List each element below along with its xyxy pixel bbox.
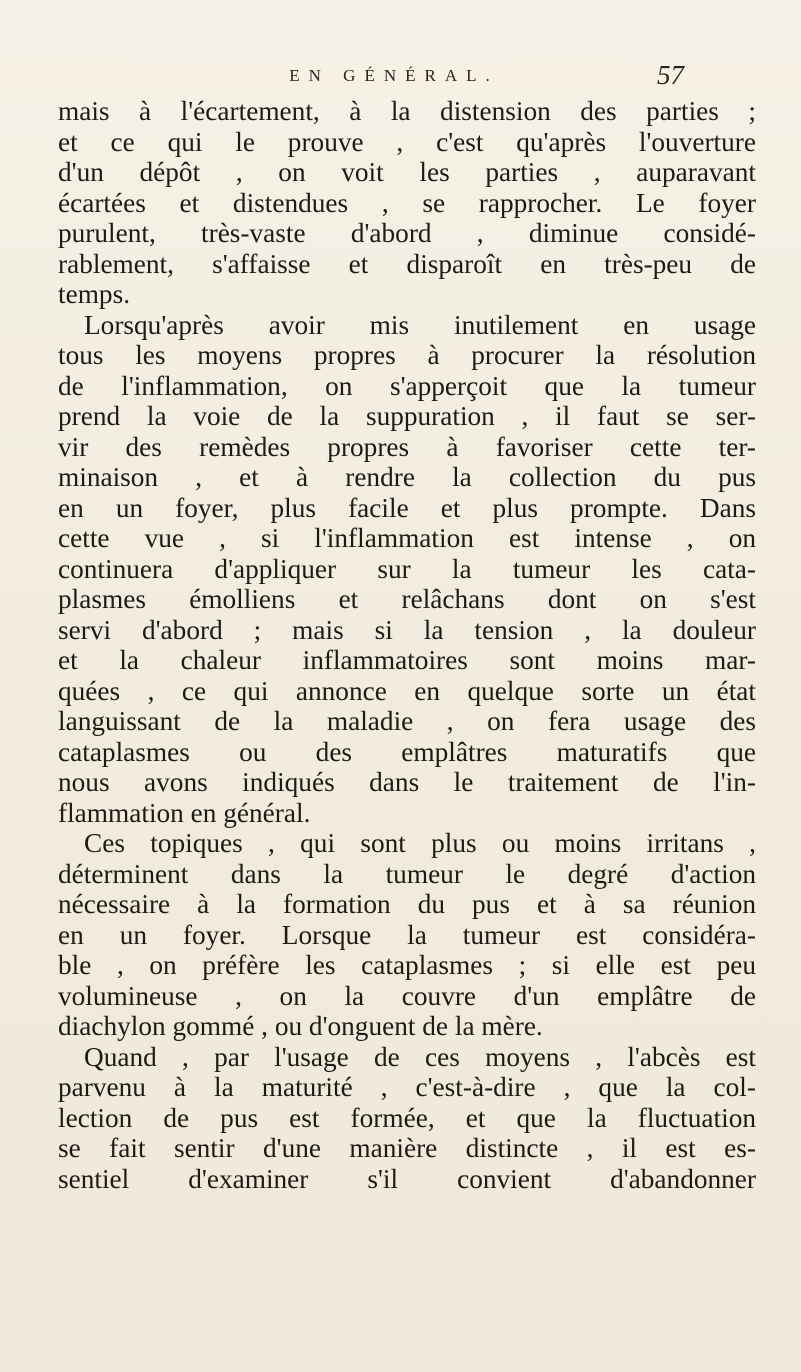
text-line: déterminent dans la tumeur le degré d'action	[58, 858, 756, 889]
text-line: Lorsqu'après avoir mis inutilement en usage	[84, 309, 756, 340]
text-line: continuera d'appliquer sur la tumeur les cata-	[58, 553, 756, 584]
text-line: temps.	[58, 279, 131, 309]
text-line: volumineuse , on la couvre d'un emplâtre de	[58, 980, 756, 1011]
text-line: écartées et distendues , se rapprocher. Le foyer	[58, 187, 756, 218]
text-line: et ce qui le prouve , c'est qu'après l'ouverture	[58, 126, 756, 157]
text-line: ble , on préfère les cataplasmes ; si elle est peu	[58, 950, 756, 980]
body-text	[58, 96, 756, 1194]
text-line: en un foyer. Lorsque la tumeur est considéra-	[58, 919, 756, 950]
text-line: rablement, s'affaisse et disparoît en très-peu de	[58, 248, 756, 279]
text-line: en un foyer, plus facile et plus prompte. Dans	[58, 492, 756, 523]
text-line: languissant de la maladie , on fera usage des	[58, 706, 756, 736]
running-head	[0, 60, 801, 90]
text-line: tous les moyens propres à procurer la résolution	[58, 340, 756, 370]
text-line: cataplasmes ou des emplâtres maturatifs que	[58, 736, 756, 767]
text-line: plasmes émolliens et relâchans dont on s'est	[58, 584, 756, 614]
text-line: diachylon gommé , ou d'onguent de la mère.	[58, 1011, 543, 1041]
text-line: purulent, très-vaste d'abord , diminue considé-	[58, 218, 756, 248]
text-line: sentiel d'examiner s'il convient d'abandonner	[58, 1163, 756, 1194]
text-line: lection de pus est formée, et que la fluctuation	[58, 1102, 756, 1133]
text-line: Ces topiques , qui sont plus ou moins irritans ,	[84, 828, 756, 858]
page-number: 57	[657, 60, 684, 90]
text-line: nécessaire à la formation du pus et à sa réunion	[58, 889, 756, 919]
text-line: se fait sentir d'une manière distincte , il est es-	[58, 1133, 756, 1163]
text-line: vir des remèdes propres à favoriser cette ter-	[58, 431, 756, 462]
text-line: mais à l'écartement, à la distension des parties ;	[58, 96, 756, 126]
text-line: d'un dépôt , on voit les parties , auparavant	[58, 157, 756, 187]
text-line: flammation en général.	[58, 797, 311, 828]
text-line: Quand , par l'usage de ces moyens , l'abcès est	[84, 1041, 756, 1072]
text-line: quées , ce qui annonce en quelque sorte un état	[58, 675, 756, 706]
text-line: minaison , et à rendre la collection du pus	[58, 462, 756, 492]
text-line: de l'inflammation, on s'apperçoit que la tumeur	[58, 370, 756, 401]
text-line: parvenu à la maturité , c'est-à-dire , que la col-	[58, 1072, 756, 1102]
text-line: servi d'abord ; mais si la tension , la douleur	[58, 614, 756, 645]
text-line: et la chaleur inflammatoires sont moins mar-	[58, 645, 756, 675]
running-title: EN GÉNÉRAL.	[289, 66, 499, 85]
text-line: nous avons indiqués dans le traitement de l'in-	[58, 767, 756, 797]
text-line: prend la voie de la suppuration , il faut se ser-	[58, 401, 756, 431]
text-line: cette vue , si l'inflammation est intense , on	[58, 523, 756, 553]
